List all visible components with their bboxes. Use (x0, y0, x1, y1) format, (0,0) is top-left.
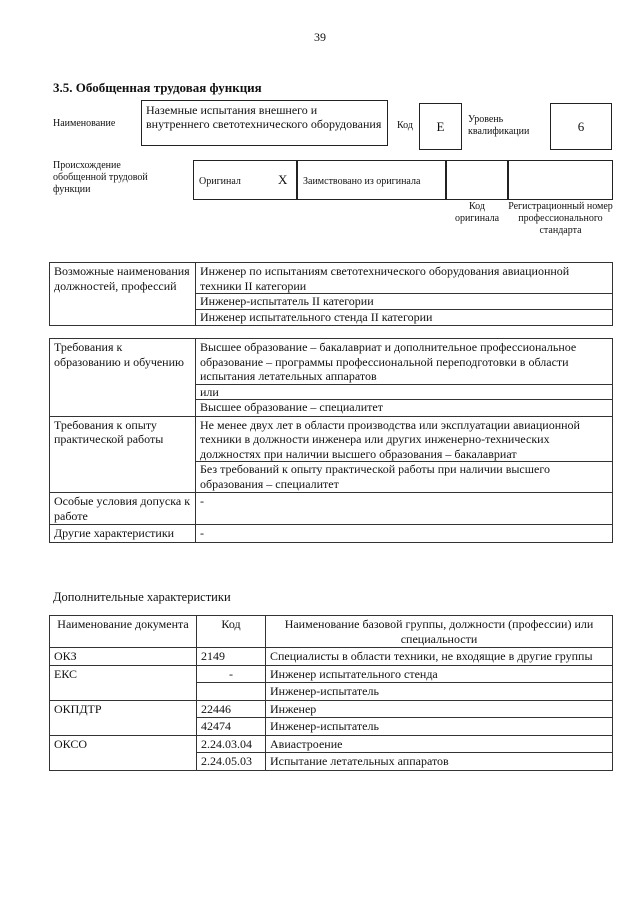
special-conditions-label: Особые условия допуска к работе (50, 493, 196, 525)
origin-code-box (446, 160, 508, 200)
position-item: Инженер по испытаниям светотехнического оборудования авиационной техники II категории (196, 264, 612, 294)
code-cell: 42474 (197, 718, 266, 736)
code-value: E (436, 118, 445, 134)
experience-label: Требования к опыту практической работы (50, 416, 196, 493)
education-label: Требования к образованию и обучению (50, 339, 196, 417)
name-label: Наименование (53, 118, 116, 129)
code-cell: 2149 (197, 648, 266, 666)
name-cell: Инженер-испытатель (266, 718, 613, 736)
function-name: Наземные испытания внешнего и внутреннего светотехнического оборудования (146, 103, 382, 131)
col-code: Код (197, 616, 266, 648)
col-name: Наименование базовой группы, должности (профессии) или специальности (266, 616, 613, 648)
table-row (50, 648, 613, 666)
code-cell: 22446 (197, 700, 266, 718)
code-label: Код (397, 120, 413, 131)
requirements-row-experience (50, 416, 613, 493)
doc-cell: ОКСО (50, 735, 197, 770)
additional-header-row (50, 616, 613, 648)
table-row (50, 700, 613, 718)
code-value-box (419, 103, 462, 150)
borrowed-label: Заимствовано из оригинала (303, 176, 421, 187)
origin-code-caption: Код оригинала (454, 201, 500, 224)
special-conditions-value: - (196, 493, 613, 525)
name-cell: Инженер (266, 700, 613, 718)
original-label: Оригинал (199, 176, 241, 187)
function-name-box (141, 100, 388, 146)
education-line: или (196, 385, 612, 401)
position-item: Инженер испытательного стенда II категории (200, 309, 433, 324)
level-value: 6 (577, 118, 585, 134)
code-cell: 2.24.05.03 (197, 753, 266, 771)
page-number: 39 (314, 30, 326, 44)
table-row (50, 735, 613, 753)
position-item: Инженер-испытатель II категории (196, 294, 612, 310)
reg-number-box (508, 160, 613, 200)
education-line: Высшее образование – бакалавриат и дополнительное профессиональное образование – программы профессиональной переподготовки в области испытания летательных аппаратов (196, 340, 612, 385)
origin-label: Происхождение обобщенной трудовой функции (53, 160, 148, 195)
requirements-row-education (50, 339, 613, 417)
level-label: Уровень квалификации (468, 114, 530, 137)
requirements-row-other (50, 525, 613, 543)
positions-label: Возможные наименования должностей, профессий (50, 263, 196, 326)
level-value-box (550, 103, 612, 150)
doc-cell: ЕКС (50, 665, 197, 700)
code-cell: - (197, 665, 266, 683)
doc-cell: ОКПДТР (50, 700, 197, 735)
name-cell: Авиастроение (266, 735, 613, 753)
positions-table (49, 262, 613, 326)
doc-cell: ОКЗ (50, 648, 197, 666)
original-mark: X (278, 172, 288, 187)
name-cell: Инженер испытательного стенда (266, 665, 613, 683)
reg-number-caption: Регистрационный номер профессионального стандарта (508, 201, 613, 236)
code-cell: 2.24.03.04 (197, 735, 266, 753)
other-characteristics-value: - (196, 525, 613, 543)
experience-line: Без требований к опыту практической работы при наличии высшего образования – специалитет (200, 462, 550, 491)
code-cell (197, 683, 266, 701)
table-row (50, 665, 613, 683)
additional-title: Дополнительные характеристики (53, 590, 231, 604)
experience-line: Не менее двух лет в области производства или эксплуатации авиационной техники в должности инженера или других инженерно-технических должностях при наличии высшего образования – бакалавриат (196, 418, 612, 463)
name-cell: Инженер-испытатель (266, 683, 613, 701)
additional-table (49, 615, 613, 771)
name-cell: Специалисты в области техники, не входящие в другие группы (266, 648, 613, 666)
name-cell: Испытание летательных аппаратов (266, 753, 613, 771)
section-title: 3.5. Обобщенная трудовая функция (53, 80, 262, 95)
requirements-table (49, 338, 613, 543)
other-characteristics-label: Другие характеристики (50, 525, 196, 543)
requirements-row-special (50, 493, 613, 525)
col-document: Наименование документа (50, 616, 197, 648)
education-line: Высшее образование – специалитет (200, 400, 383, 414)
positions-list (196, 263, 613, 326)
